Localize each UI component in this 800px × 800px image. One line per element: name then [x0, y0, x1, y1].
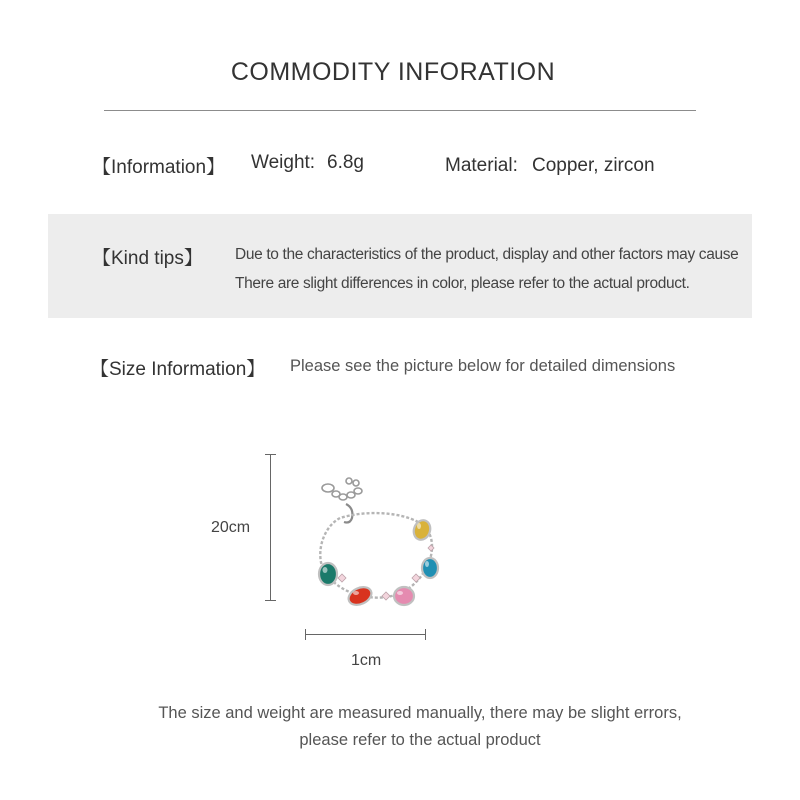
size-information-note: Please see the picture below for detailed dimensions [290, 357, 676, 375]
kind-tips-line-1: Due to the characteristics of the product, display and other factors may cause [235, 246, 739, 263]
bracelet-product-image [300, 470, 460, 630]
footer-note-line-2: please refer to the actual product [299, 731, 541, 749]
kind-tips-line-2: There are slight differences in color, please refer to the actual product. [235, 275, 690, 292]
material-label: Material: [445, 155, 518, 176]
height-dimension-label: 20cm [211, 519, 251, 536]
width-dimension-line [305, 634, 426, 635]
height-dimension-line [270, 454, 271, 600]
information-label: 【Information】 [92, 157, 226, 178]
weight-value: 6.8g [327, 152, 364, 173]
material-value: Copper, zircon [532, 155, 655, 176]
width-dimension-label: 1cm [351, 652, 382, 669]
weight-label: Weight: [251, 152, 316, 173]
title-divider [104, 110, 696, 111]
kind-tips-label: 【Kind tips】 [92, 248, 203, 269]
size-information-label: 【Size Information】 [90, 359, 266, 380]
height-dimension-cap-top [265, 454, 276, 455]
width-dimension-cap-left [305, 629, 306, 640]
width-dimension-cap-right [425, 629, 426, 640]
footer-note-line-1: The size and weight are measured manually, there may be slight errors, [158, 704, 682, 722]
page-title: COMMODITY INFORATION [230, 58, 556, 86]
height-dimension-cap-bottom [265, 600, 276, 601]
